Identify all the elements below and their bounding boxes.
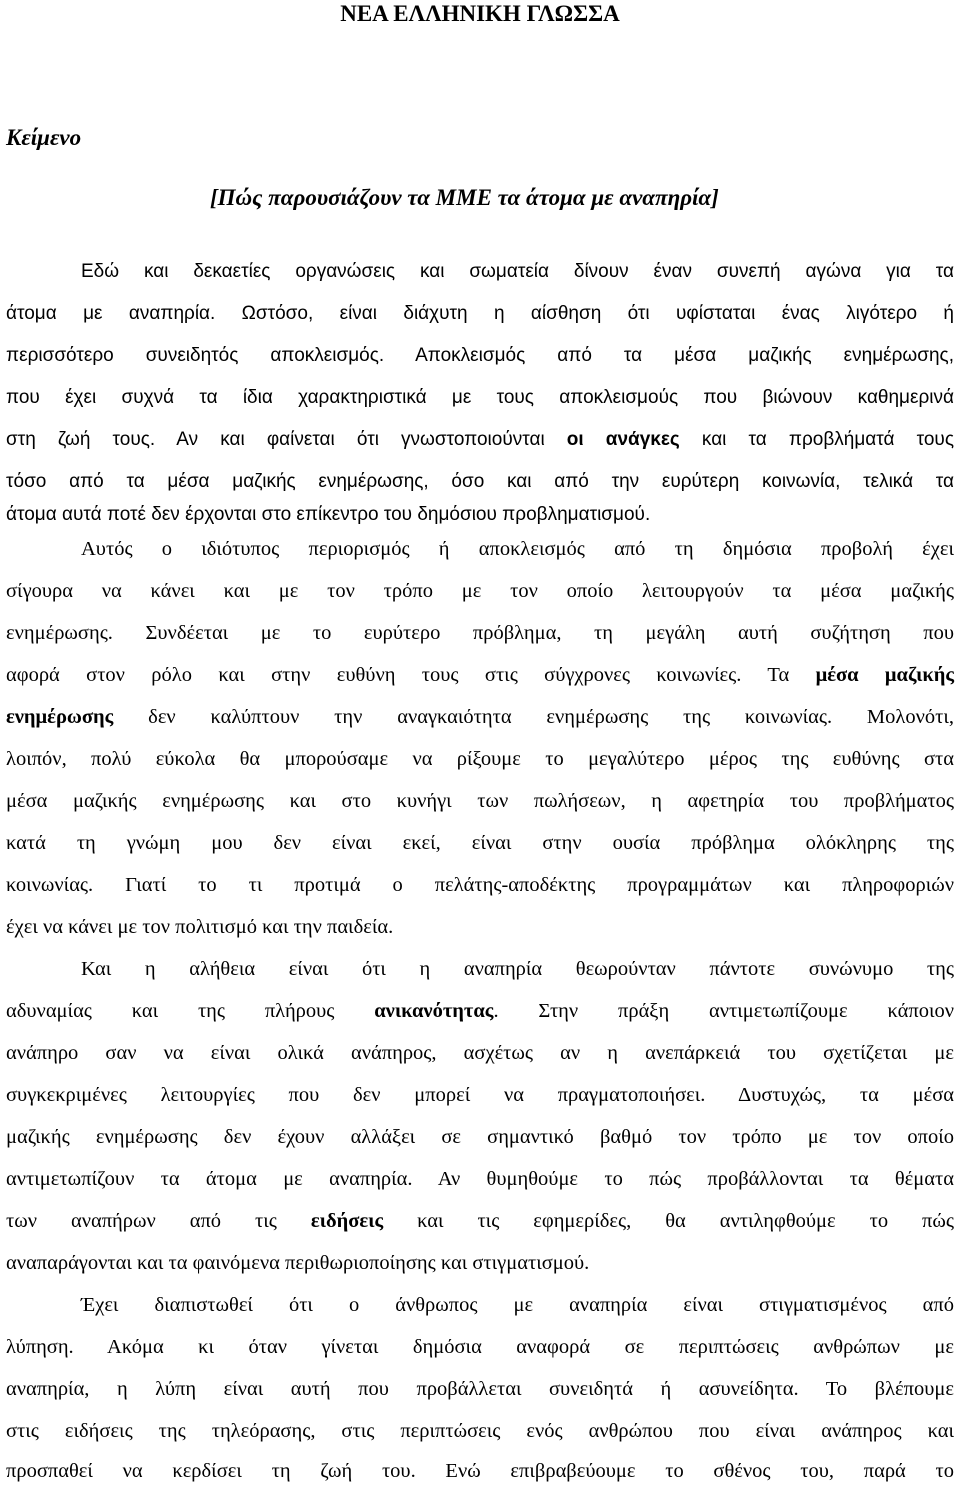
bold-term: ειδήσεις [310,1210,384,1232]
text-line: στις ειδήσεις της τηλεόρασης, στις περιπτώσεις ενός ανθρώπου που είναι ανάπηρος και [6,1420,954,1442]
text-line: στη ζωή τους. Αν και φαίνεται ότι γνωστοποιούνται οι ανάγκες και τα προβλήματά τους [6,429,954,450]
bold-term: οι ανάγκες [566,429,680,450]
text-line: άτομα αυτά ποτέ δεν έρχονται στο επίκεντρο του δημόσιου προβληματισμού. [6,504,651,525]
text-line: αδυναμίας και της πλήρους ανικανότητας. Στην πράξη αντιμετωπίζουμε κάποιον [6,1000,954,1022]
bold-term: μέσα μαζικής [815,664,954,686]
text-line: ενημέρωσης δεν καλύπτουν την αναγκαιότητα ενημέρωσης της κοινωνίας. Μολονότι, [6,706,954,728]
text-line: σίγουρα να κάνει και με τον τρόπο με τον οποίο λειτουργούν τα μέσα μαζικής [6,580,954,602]
document-title: ΝΕΑ ΕΛΛΗΝΙΚΗ ΓΛΩΣΣΑ [340,1,620,26]
bold-term: ανικανότητας [374,1000,494,1022]
text-line: που έχει συχνά τα ίδια χαρακτηριστικά με τους αποκλεισμούς που βιώνουν καθημερινά [6,387,954,408]
text-line: μέσα μαζικής ενημέρωσης και στο κυνήγι των πωλήσεων, η αφετηρία του προβλήματος [6,790,954,812]
text-line: περισσότερο συνειδητός αποκλεισμός. Αποκλεισμός από τα μέσα μαζικής ενημέρωσης, [6,345,954,366]
bold-term: ενημέρωσης [6,706,114,728]
text-line: αφορά στον ρόλο και στην ευθύνη τους στις σύγχρονες κοινωνίες. Τα μέσα μαζικής [6,664,954,686]
text-line: κατά τη γνώμη μου δεν είναι εκεί, είναι στην ουσία πρόβλημα ολόκληρης της [6,832,954,854]
section-heading: Κείμενο [6,125,82,150]
text-line: άτομα με αναπηρία. Ωστόσο, είναι διάχυτη η αίσθηση ότι υφίσταται ένας λιγότερο ή [6,303,954,324]
text-line: κοινωνίας. Γιατί το τι προτιμά ο πελάτης-αποδέκτης προγραμμάτων και πληροφοριών [6,874,954,896]
text-line: αναπηρία, η λύπη είναι αυτή που προβάλλεται συνειδητά ή ασυνείδητα. Το βλέπουμε [6,1378,954,1400]
text-line: αντιμετωπίζουν τα άτομα με αναπηρία. Αν θυμηθούμε το πώς προβάλλονται τα θέματα [6,1168,954,1190]
text-line: των αναπήρων από τις ειδήσεις και τις εφημερίδες, θα αντιληφθούμε το πώς [6,1210,954,1232]
text-line: ανάπηρο σαν να είναι ολικά ανάπηρος, ασχέτως αν η ανεπάρκειά του σχετίζεται με [6,1042,954,1064]
text-line: έχει να κάνει με τον πολιτισμό και την παιδεία. [6,916,394,938]
text-line: μαζικής ενημέρωσης δεν έχουν αλλάξει σε σημαντικό βαθμό τον τρόπο με τον οποίο [6,1126,954,1148]
text-line: Και η αλήθεια είναι ότι η αναπηρία θεωρούνταν πάντοτε συνώνυμο της [81,958,954,980]
text-line: συγκεκριμένες λειτουργίες που δεν μπορεί να πραγματοποιήσει. Δυστυχώς, τα μέσα [6,1084,954,1106]
text-line: λύπηση. Ακόμα κι όταν γίνεται δημόσια αναφορά σε περιπτώσεις ανθρώπων με [6,1336,954,1358]
text-line: Εδώ και δεκαετίες οργανώσεις και σωματεία δίνουν έναν συνεπή αγώνα για τα [81,261,954,282]
text-line: προσπαθεί να κερδίσει τη ζωή του. Ενώ επιβραβεύουμε το σθένος του, παρά το [6,1460,954,1482]
article-subtitle: [Πώς παρουσιάζουν τα ΜΜΕ τα άτομα με αναπηρία] [210,185,719,210]
text-line: ενημέρωσης. Συνδέεται με το ευρύτερο πρόβλημα, τη μεγάλη αυτή συζήτηση που [6,622,954,644]
text-line: Αυτός ο ιδιότυπος περιορισμός ή αποκλεισμός από τη δημόσια προβολή έχει [81,538,954,560]
text-line: λοιπόν, πολύ εύκολα θα μπορούσαμε να ρίξουμε το μεγαλύτερο μέρος της ευθύνης στα [6,748,954,770]
text-line: αναπαράγονται και τα φαινόμενα περιθωριοποίησης και στιγματισμού. [6,1252,590,1274]
text-line: τόσο από τα μέσα μαζικής ενημέρωσης, όσο και από την ευρύτερη κοινωνία, τελικά τα [6,471,954,492]
text-line: Έχει διαπιστωθεί ότι ο άνθρωπος με αναπηρία είναι στιγματισμένος από [81,1294,954,1316]
